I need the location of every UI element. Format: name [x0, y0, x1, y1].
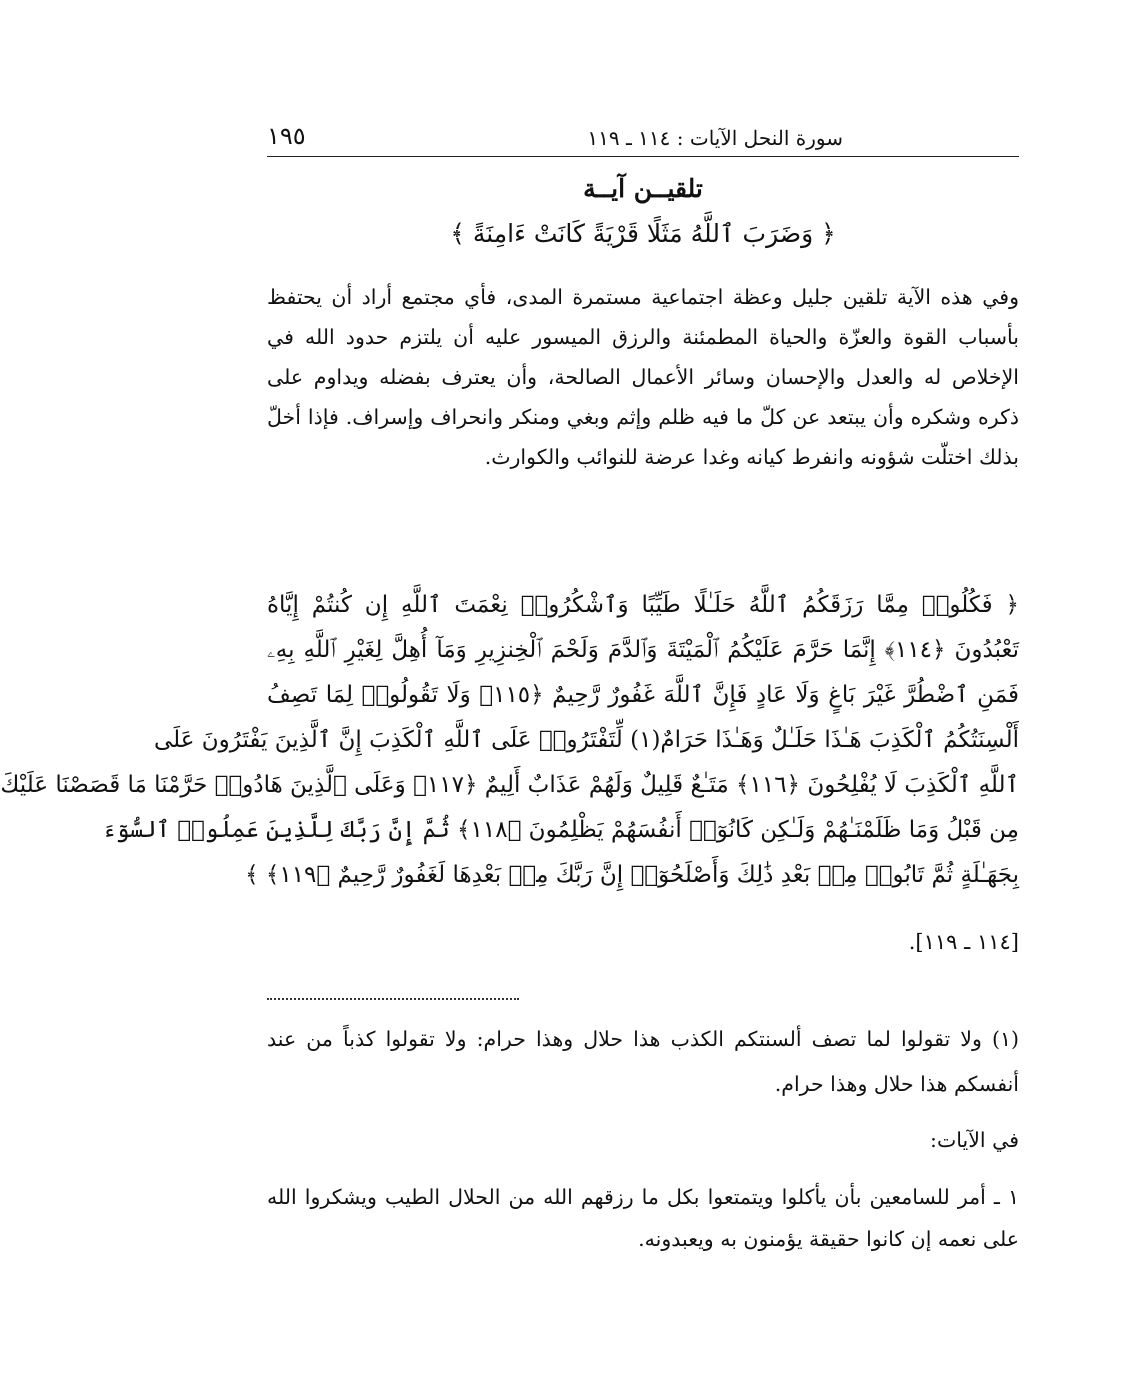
footnote: (١) ولا تقولوا لما تصف ألسنتكم الكذب هذا حلال وهذا حرام: ولا تقولوا كذباً من عند أنفسكم هذا حلال وهذا حرام.: [267, 1027, 1019, 1096]
section-title: تلقيــن آيــة: [583, 174, 703, 203]
quran-line: ٱللَّهِ ٱلْكَذِبَ لَا يُفْلِحُونَ ﴿١١٦﴾ مَتَـٰعٌ قَلِيلٌ وَلَهُمْ عَذَابٌ أَلِيمٌ ﴿١١٧﴾ وَعَلَى ٱلَّذِينَ هَادُوا۟ حَرَّمْنَا مَا قَصَصْنَا عَلَيْكَ: [0, 772, 1019, 798]
quran-line: مِن قَبْلُ وَمَا ظَلَمْنَـٰهُمْ وَلَـٰكِن كَانُوٓا۟ أَنفُسَهُمْ يَظْلِمُونَ ﴿١١٨﴾ ثُمَّ إِنَّ رَبَّكَ لِلَّذِينَ عَمِلُوا۟ ٱلسُّوٓءَ: [102, 817, 1019, 843]
footnote-divider: [267, 998, 519, 1000]
quran-line: تَعْبُدُونَ ﴿١١٤﴾ إِنَّمَا حَرَّمَ عَلَيْكُمُ ٱلْمَيْتَةَ وَٱلدَّمَ وَلَحْمَ ٱلْخِنزِيرِ وَمَآ أُهِلَّ لِغَيْرِ ٱللَّهِ بِهِۦ: [267, 637, 1020, 663]
header-divider: [267, 156, 1019, 157]
page-number: ١٩٥: [267, 122, 306, 150]
subheading: في الآيات:: [930, 1128, 1019, 1152]
section-verse: ﴿ وَضَرَبَ ٱللَّهُ مَثَلًا قَرْيَةً كَانَتْ ءَامِنَةً ﴾: [450, 219, 836, 248]
quran-verses-block: [0, 583, 1020, 898]
quran-line: بِجَهَـٰلَةٍ ثُمَّ تَابُوا۟ مِنۢ بَعْدِ ذَٰلِكَ وَأَصْلَحُوٓا۟ إِنَّ رَبَّكَ مِنۢ بَعْدِهَا لَغَفُورٌ رَّحِيمٌ ﴿١١٩﴾ ﴾: [245, 862, 1019, 888]
running-header-title: سورة النحل الآيات : ١١٤ ـ ١١٩: [587, 126, 843, 150]
running-header: [267, 118, 1019, 158]
quran-line: أَلْسِنَتُكُمُ ٱلْكَذِبَ هَـٰذَا حَلَـٰلٌ وَهَـٰذَا حَرَامٌ(١) لِّتَفْتَرُوا۟ عَلَى ٱللَّهِ ٱلْكَذِبَ إِنَّ ٱلَّذِينَ يَفْتَرُونَ عَلَى: [153, 727, 1019, 753]
quran-line: فَمَنِ ٱضْطُرَّ غَيْرَ بَاغٍ وَلَا عَادٍ فَإِنَّ ٱللَّهَ غَفُورٌ رَّحِيمٌ ﴿١١٥﴾ وَلَا تَقُولُوا۟ لِمَا تَصِفُ: [267, 682, 1019, 708]
quran-line: ﴿ فَكُلُوا۟ مِمَّا رَزَقَكُمُ ٱللَّهُ حَلَـٰلًا طَيِّبًا وَٱشْكُرُوا۟ نِعْمَتَ ٱللَّهِ إِن كُنتُمْ إِيَّاهُ: [267, 592, 1019, 618]
verse-reference: [١١٤ ـ ١١٩].: [908, 930, 1019, 954]
intro-paragraph: وفي هذه الآية تلقين جليل وعظة اجتماعية مستمرة المدى، فأي مجتمع أراد أن يحتفظ بأسباب القوة والعزّة والحياة المطمئنة والرزق الميسور عليه أن يلتزم حدود الله في الإخلاص له والعدل والإحسان وسائر الأعمال الصالحة، وأن يعترف بفضله ويداوم على ذكره وشكره وأن يبتعد عن كلّ ما فيه ظلم وإثم وبغي ومنكر وانحراف وإسراف. فإذا أخلّ بذلك اختلّت شؤونه وانفرط كيانه وغدا عرضة للنوائب والكوارث.: [267, 285, 1019, 469]
point-paragraph: ١ ـ أمر للسامعين بأن يأكلوا ويتمتعوا بكل ما رزقهم الله من الحلال الطيب ويشكروا الله على نعمه إن كانوا حقيقة يؤمنون به ويعبدونه.: [267, 1185, 1019, 1251]
